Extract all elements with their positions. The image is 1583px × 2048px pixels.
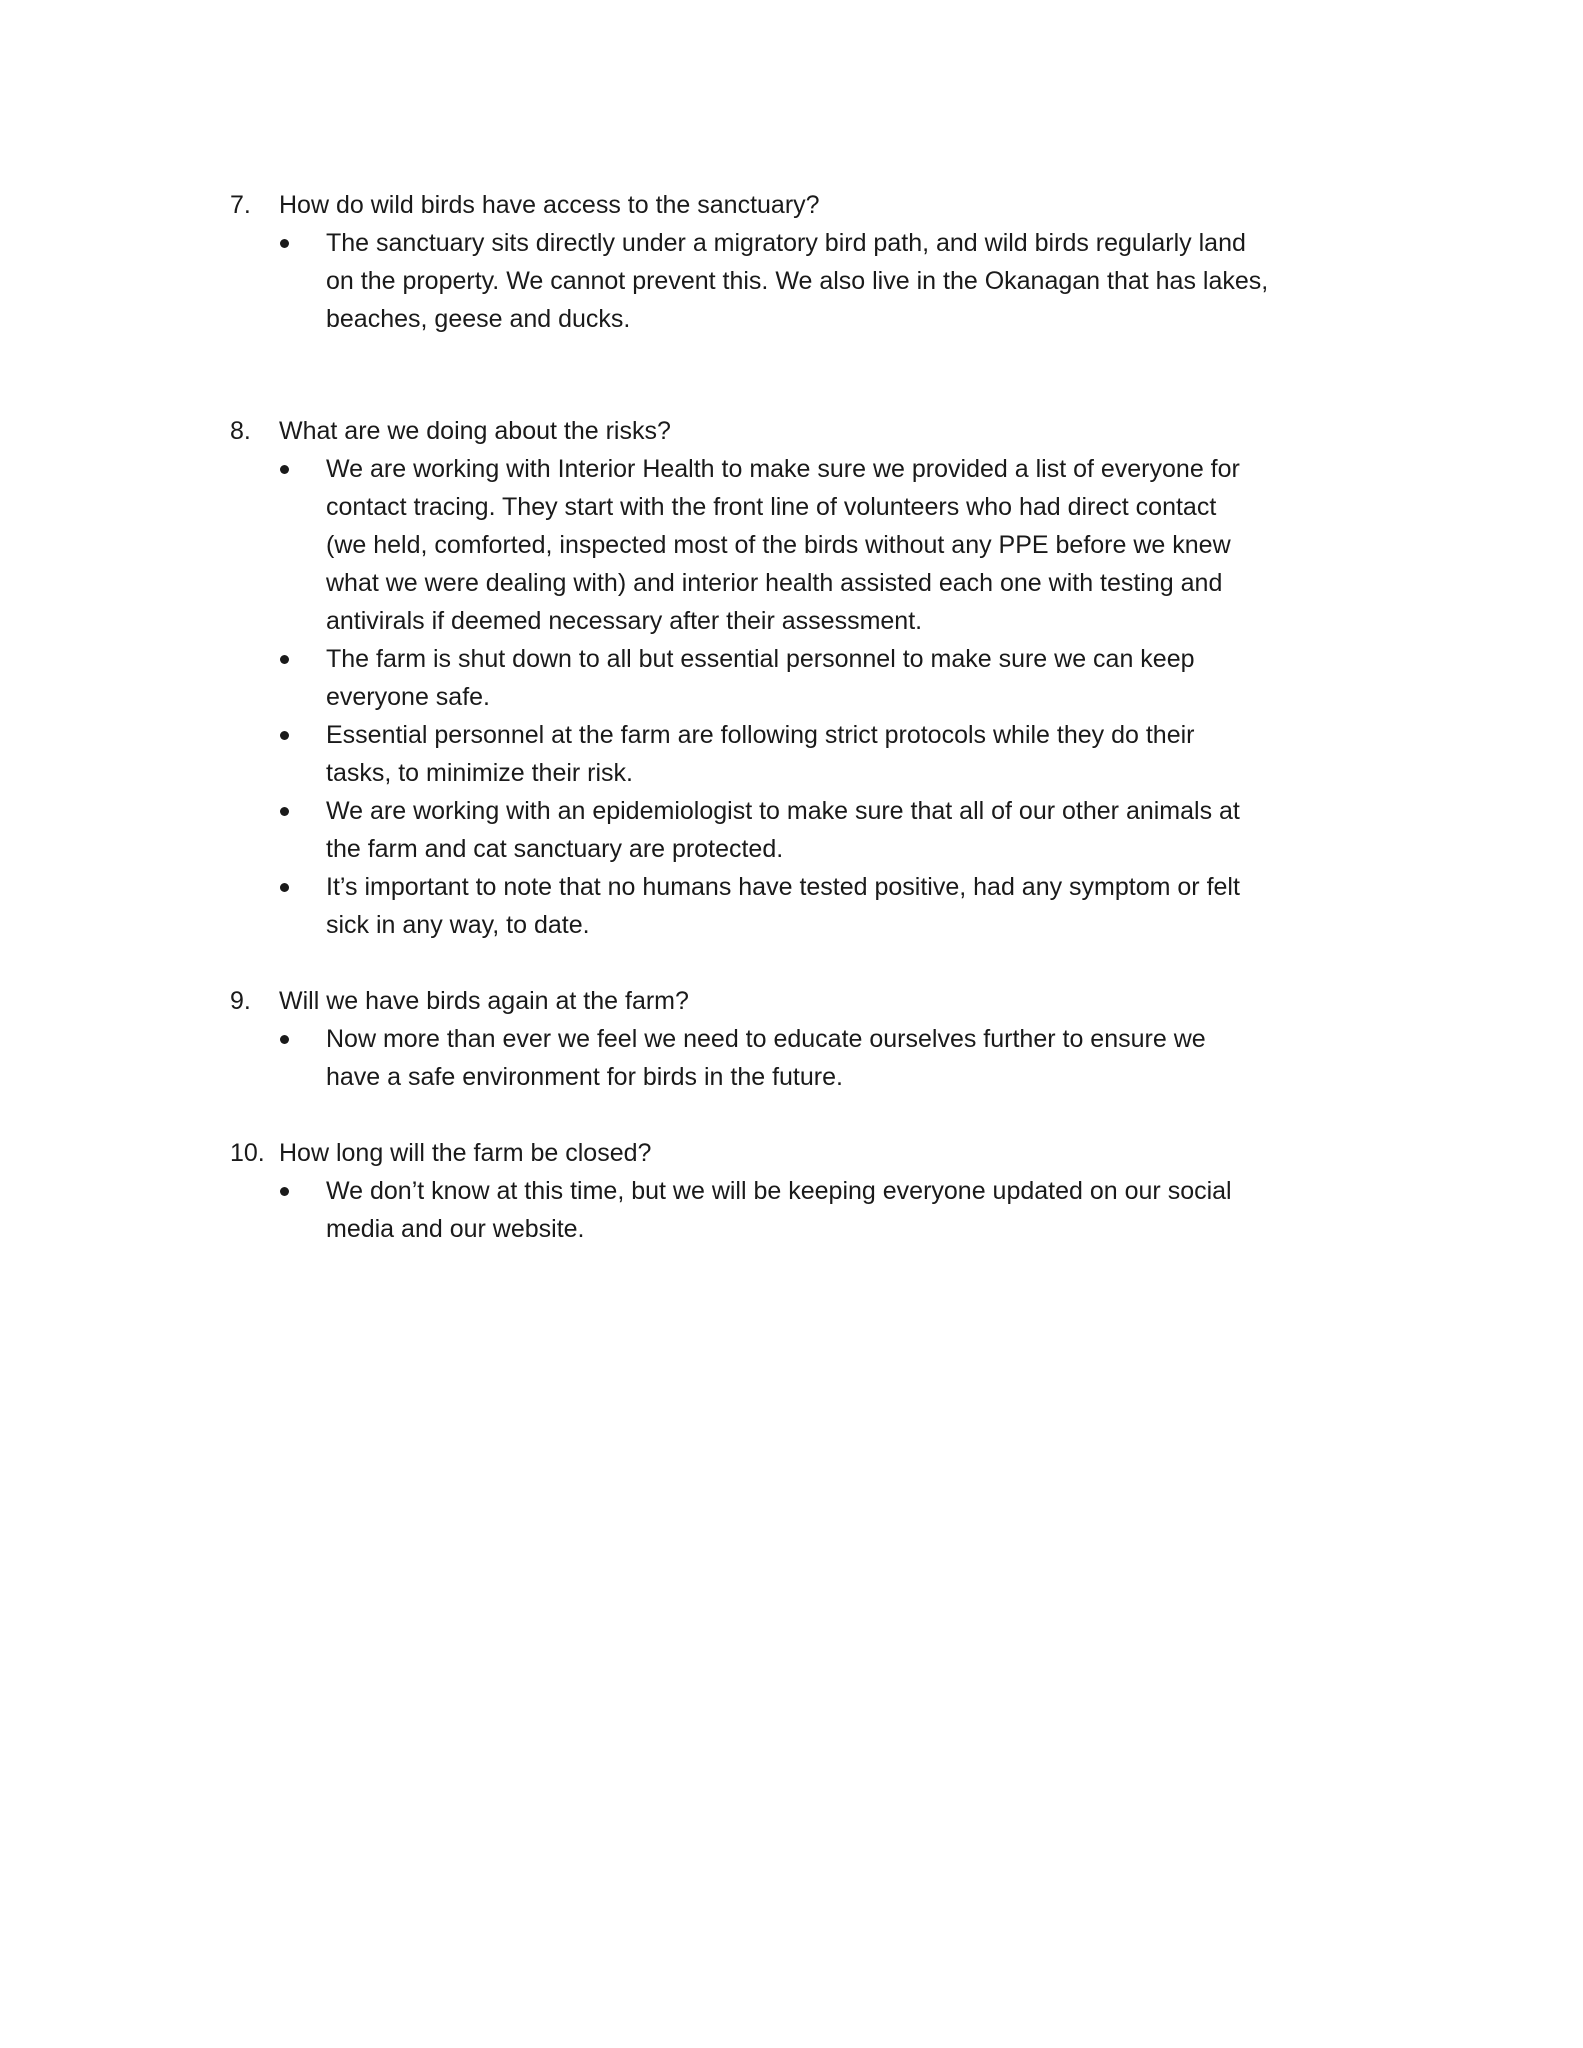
question-text: How long will the farm be closed?: [279, 1139, 652, 1167]
answer-item: [230, 450, 1390, 640]
answer-item: [230, 1172, 1390, 1248]
answer-text: Essential personnel at the farm are following strict protocols while they do their tasks, to minimize their risk.: [326, 721, 1195, 787]
answer-text: It’s important to note that no humans have tested positive, had any symptom or felt sick in any way, to date.: [326, 873, 1240, 939]
answer-list: [230, 1020, 1390, 1096]
answer-list: [230, 224, 1390, 338]
answer-item: [230, 716, 1390, 792]
faq-question-9: [230, 982, 1390, 1096]
question-heading: [230, 186, 1390, 224]
bullet-icon: [280, 655, 289, 664]
answer-text: Now more than ever we feel we need to educate ourselves further to ensure we have a safe environment for birds in the future.: [326, 1025, 1206, 1091]
bullet-icon: [280, 731, 289, 740]
question-number: 10.: [230, 1139, 265, 1167]
bullet-icon: [280, 807, 289, 816]
question-text: Will we have birds again at the farm?: [279, 987, 689, 1015]
answer-item: [230, 868, 1390, 944]
answer-item: [230, 640, 1390, 716]
question-heading: [230, 412, 1390, 450]
question-number: 8.: [230, 417, 251, 445]
bullet-icon: [280, 1035, 289, 1044]
question-text: What are we doing about the risks?: [279, 417, 671, 445]
bullet-icon: [280, 239, 289, 248]
question-number: 7.: [230, 191, 251, 219]
bullet-icon: [280, 883, 289, 892]
answer-list: [230, 450, 1390, 944]
question-text: How do wild birds have access to the sanctuary?: [279, 191, 820, 219]
answer-item: [230, 224, 1390, 338]
answer-text: We don’t know at this time, but we will be keeping everyone updated on our social media and our website.: [326, 1177, 1232, 1243]
answer-list: [230, 1172, 1390, 1248]
faq-list: [230, 186, 1390, 1248]
question-number: 9.: [230, 987, 251, 1015]
answer-text: The farm is shut down to all but essential personnel to make sure we can keep everyone safe.: [326, 645, 1195, 711]
answer-text: We are working with an epidemiologist to make sure that all of our other animals at the farm and cat sanctuary are protected.: [326, 797, 1240, 863]
answer-item: [230, 792, 1390, 868]
answer-text: The sanctuary sits directly under a migratory bird path, and wild birds regularly land on the property. We cannot prevent this. We also live in the Okanagan that has lakes, beaches, geese and ducks.: [326, 229, 1269, 333]
question-heading: [230, 982, 1390, 1020]
bullet-icon: [280, 1187, 289, 1196]
answer-text: We are working with Interior Health to make sure we provided a list of everyone for contact tracing. They start with the front line of volunteers who had direct contact (we held, comforted, inspected most of the birds without any PPE before we knew what we were dealing with) and interior health assisted each one with testing and antivirals if deemed necessary after their assessment.: [326, 455, 1240, 635]
question-heading: [230, 1134, 1390, 1172]
faq-question-8: [230, 412, 1390, 944]
faq-question-7: [230, 186, 1390, 338]
faq-question-10: [230, 1134, 1390, 1248]
answer-item: [230, 1020, 1390, 1096]
bullet-icon: [280, 465, 289, 474]
